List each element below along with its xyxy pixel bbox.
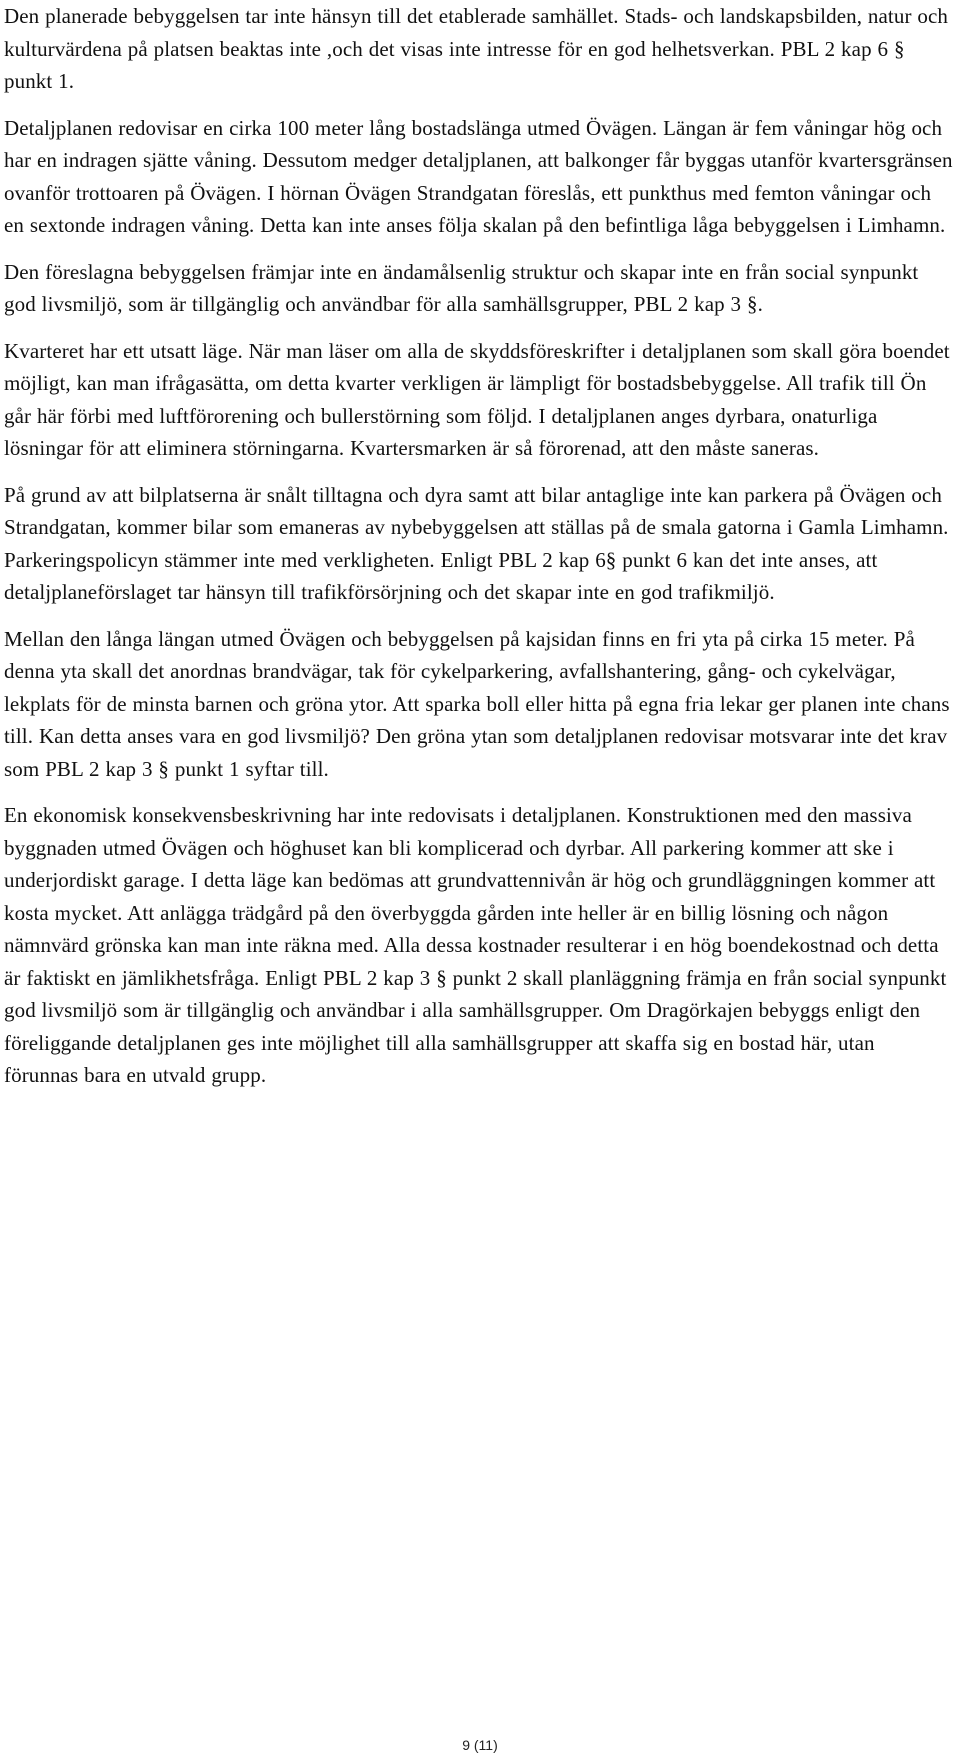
paragraph-3: Den föreslagna bebyggelsen främjar inte en ändamålsenlig struktur och skapar inte en från social synpunkt god livsmiljö, som är tillgänglig och användbar för alla samhällsgrupper, PBL 2 kap 3 §. (4, 259, 919, 316)
document-body (4, 0, 954, 1092)
paragraph-1: Den planerade bebyggelsen tar inte hänsyn till det etablerade samhället. Stads- och landskapsbilden, natur och kulturvärdena på platsen beaktas inte ,och det visas inte intresse för en god helhetsverkan. PBL 2 kap 6 § punkt 1. (4, 4, 949, 93)
page-number: 9 (11) (462, 1737, 498, 1753)
paragraph-2: Detaljplanen redovisar en cirka 100 meter lång bostadslänga utmed Övägen. Längan är fem våningar hög och har en indragen sjätte våning. Dessutom medger detaljplanen, att balkonger får byggas utanför kvartersgränsen ovanför trottoaren på Övägen. I hörnan Övägen Strandgatan föreslås, ett punkthus med femton våningar och en sextonde indragen våning. Detta kan inte anses följa skalan på den befintliga låga bebyggelsen i Limhamn. (4, 115, 953, 237)
paragraph-7: En ekonomisk konsekvensbeskrivning har inte redovisats i detaljplanen. Konstruktionen med den massiva byggnaden utmed Övägen och höghuset kan bli komplicerad och dyrbar. All parkering kommer att ske i underjordiskt garage. I detta läge kan bedömas att grundvattennivån är hög och grundläggningen kommer att kosta mycket. Att anlägga trädgård på den överbyggda gården inte heller är en billig lösning och någon nämnvärd grönska kan man inte räkna med. Alla dessa kostnader resulterar i en hög boendekostnad och detta är faktiskt en jämlikhetsfråga. Enligt PBL 2 kap 3 § punkt 2 skall planläggning främja en från social synpunkt god livsmiljö som är tillgänglig och användbar i alla samhällsgrupper. Om Dragörkajen bebyggs enligt den föreliggande detaljplanen ges inte möjlighet till alla samhällsgrupper att skaffa sig en bostad här, utan förunnas bara en utvald grupp. (4, 803, 947, 1087)
paragraph-5: På grund av att bilplatserna är snålt tilltagna och dyra samt att bilar antaglige inte kan parkera på Övägen och Strandgatan, kommer bilar som emaneras av nybebyggelsen att ställas på de smala gatorna i Gamla Limhamn. Parkeringspolicyn stämmer inte med verkligheten. Enligt PBL 2 kap 6§ punkt 6 kan det inte anses, att detaljplaneförslaget tar hänsyn till trafikförsörjning och det skapar inte en god trafikmiljö. (4, 482, 949, 604)
paragraph-6: Mellan den långa längan utmed Övägen och bebyggelsen på kajsidan finns en fri yta på cirka 15 meter. På denna yta skall det anordnas brandvägar, tak för cykelparkering, avfallshantering, gång- och cykelvägar, lekplats för de minsta barnen och gröna ytor. Att sparka boll eller hitta på egna fria lekar ger planen inte chans till. Kan detta anses vara en god livsmiljö? Den gröna ytan som detaljplanen redovisar motsvarar inte det krav som PBL 2 kap 3 § punkt 1 syftar till. (4, 626, 950, 781)
paragraph-4: Kvarteret har ett utsatt läge. När man läser om alla de skyddsföreskrifter i detaljplanen som skall göra boendet möjligt, kan man ifrågasätta, om detta kvarter verkligen är lämpligt för bostadsbebyggelse. All trafik till Ön går här förbi med luftförorening och bullerstörning som följd. I detaljplanen anges dyrbara, onaturliga lösningar för att eliminera störningarna. Kvartersmarken är så förorenad, att den måste saneras. (4, 338, 950, 460)
